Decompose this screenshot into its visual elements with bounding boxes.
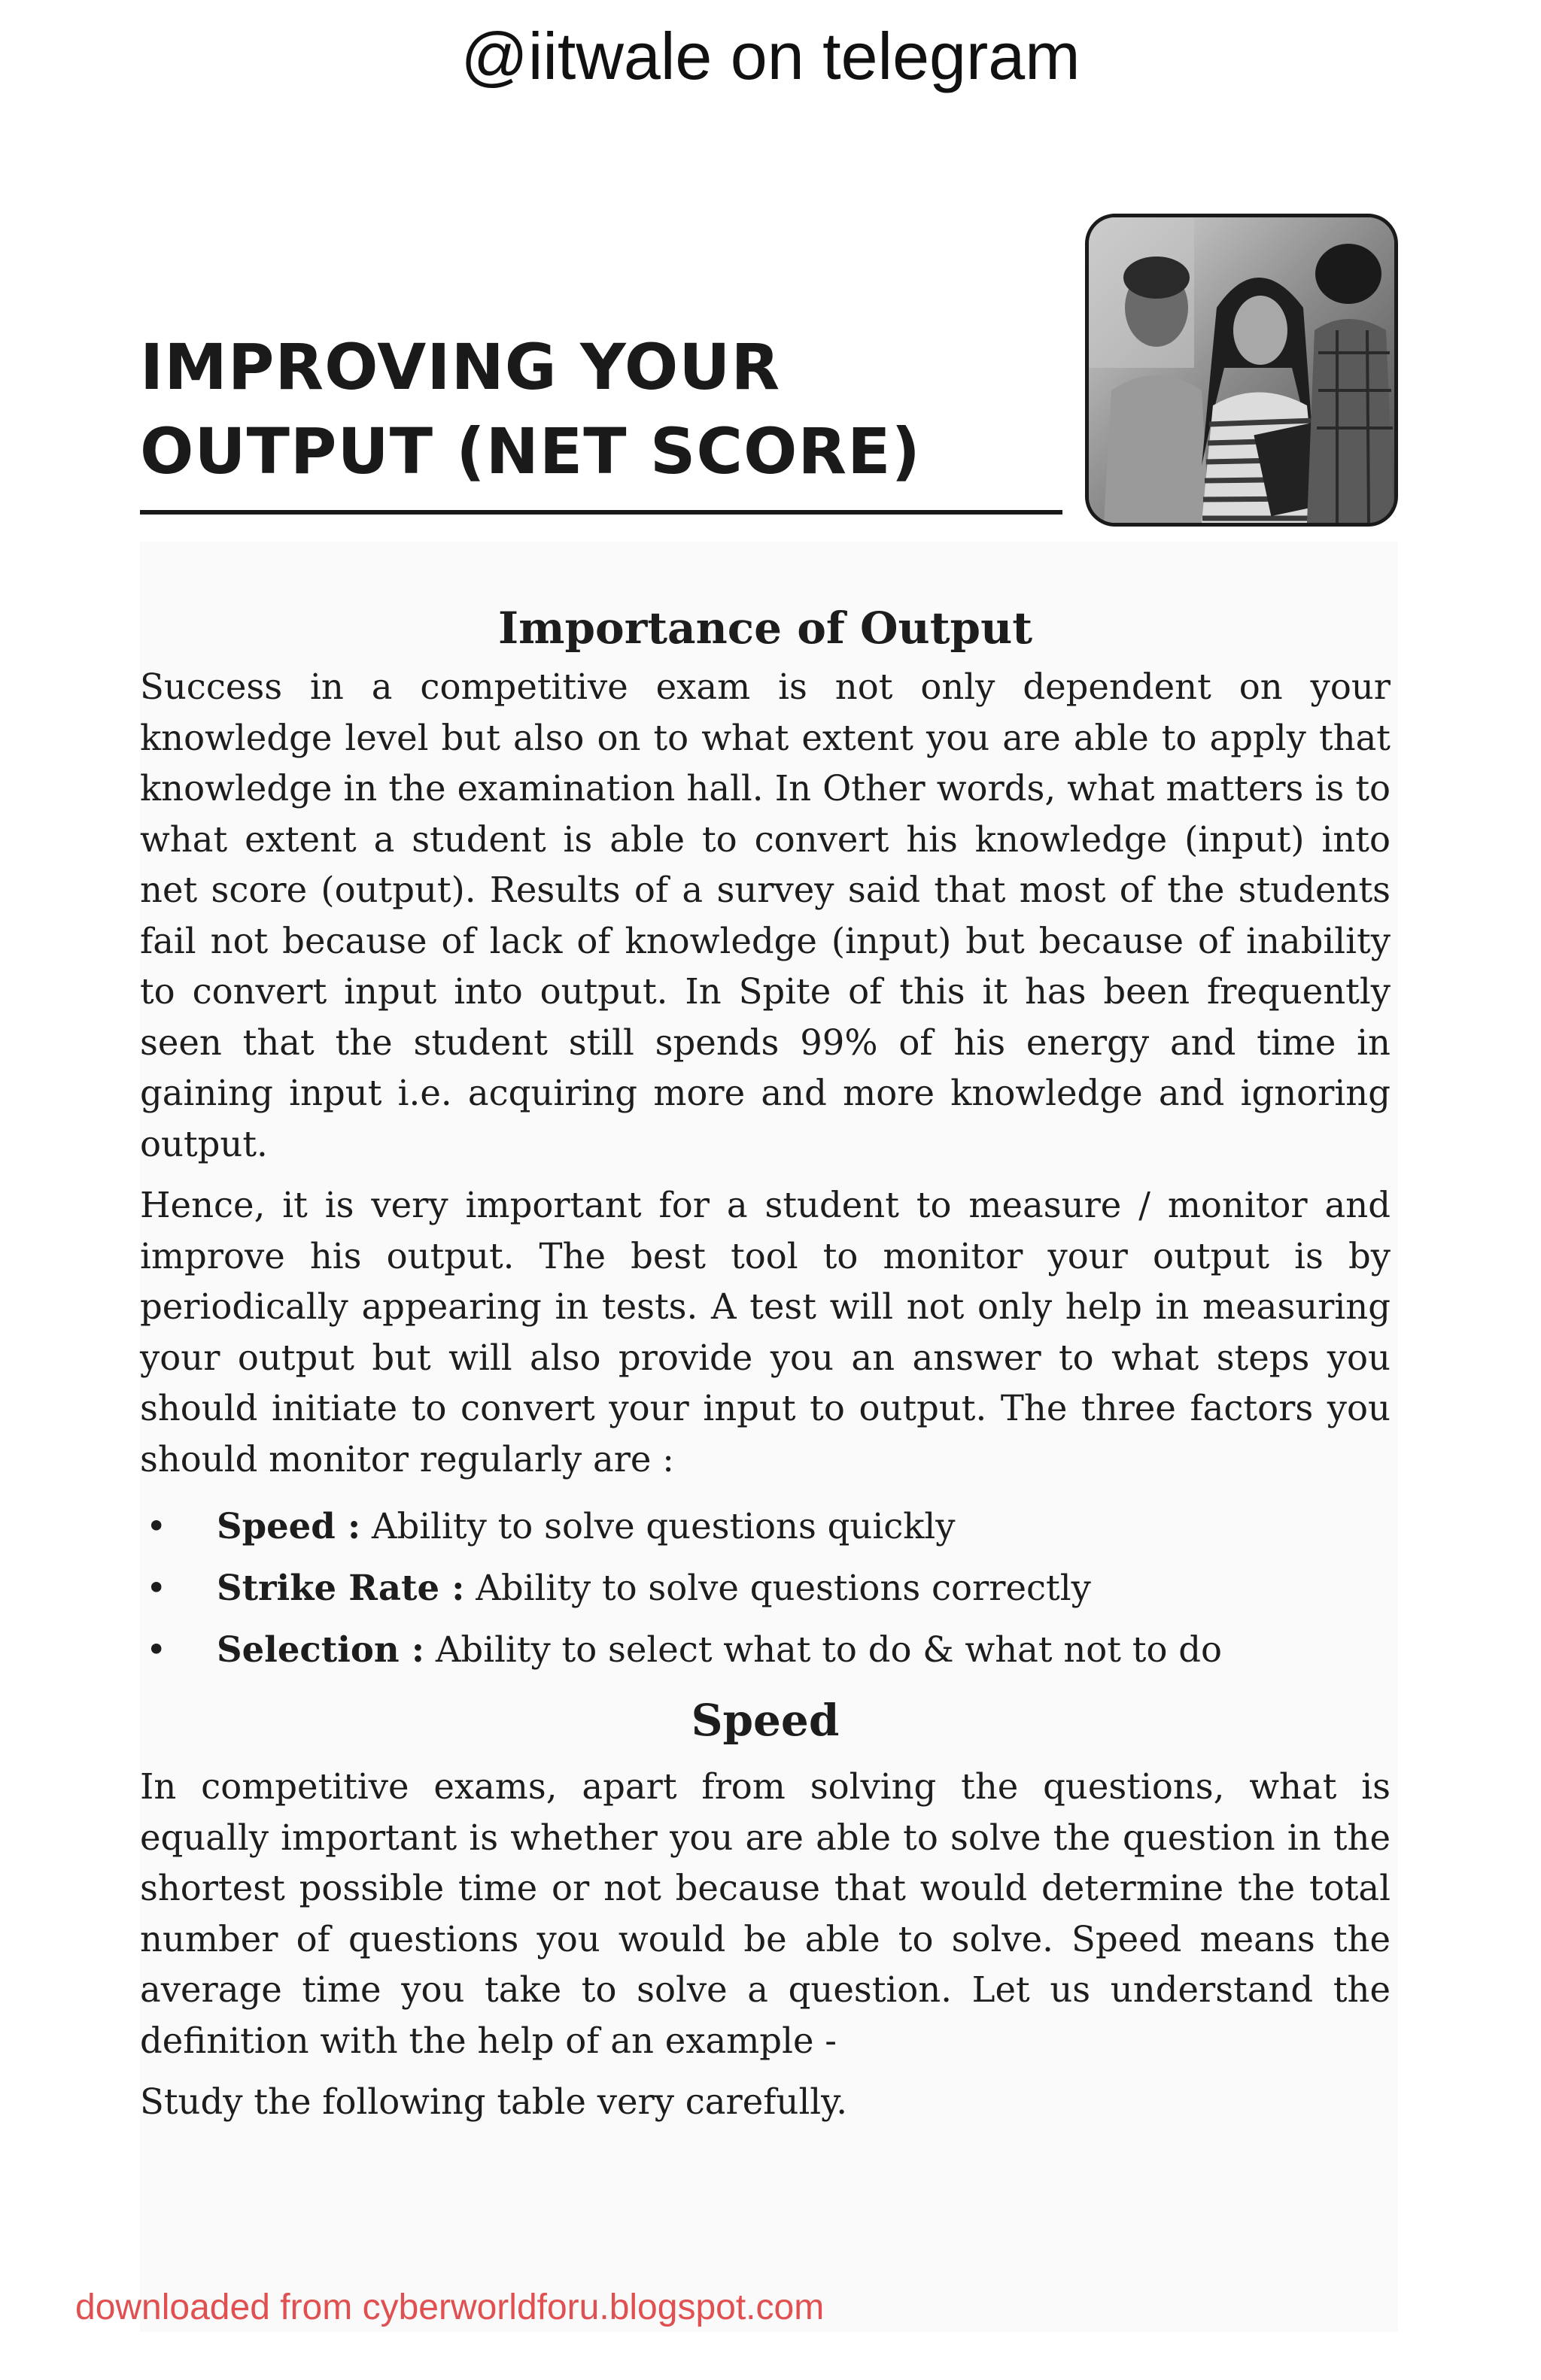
section-heading-importance-of-output: Importance of Output: [497, 603, 1033, 654]
bullet-icon: •: [146, 1629, 167, 1670]
paragraph: In competitive exams, apart from solving the questions, what is equally important is whether you are able to solve the question in the shortest possible time or not because that would determine the total number of questions you would be able to solve. Speed means the average time you take to solve a question. Let us understand the definition with the help of an example -: [140, 1766, 1391, 2061]
list-item-text: Ability to solve questions quickly: [360, 1506, 956, 1547]
paragraph: Hence, it is very important for a student to measure / monitor and improve his output. The best tool to monitor your output is by periodically appearing in tests. A test will not only help in measuring your output but will also provide you an answer to what steps you should initiate to convert your input to output. The three factors you should monitor regularly are :: [140, 1185, 1391, 1480]
chapter-title-line-2: OUTPUT (NET SCORE): [140, 414, 921, 488]
page-body: [140, 594, 1391, 2128]
bottom-watermark: downloaded from cyberworldforu.blogspot.com: [75, 2287, 825, 2327]
chapter-title: [140, 325, 1043, 493]
section-heading-speed: Speed: [691, 1695, 840, 1746]
list-item-term: Speed :: [217, 1505, 361, 1547]
students-photo-illustration: [1089, 217, 1394, 523]
list-item-text: Ability to select what to do & what not to do: [424, 1629, 1222, 1670]
list-item-term: Selection :: [217, 1629, 425, 1670]
list-item-term: Strike Rate :: [217, 1567, 465, 1608]
chapter-title-line-1: IMPROVING YOUR: [140, 330, 781, 404]
factors-list: [140, 1495, 1391, 1680]
title-underline: [140, 510, 1062, 515]
list-item: [140, 1495, 1391, 1557]
list-item: [140, 1619, 1391, 1680]
bullet-icon: •: [146, 1506, 167, 1547]
paragraph: Study the following table very carefully.: [140, 2081, 848, 2122]
bullet-icon: •: [146, 1568, 167, 1608]
students-photo: [1085, 214, 1398, 527]
list-item-text: Ability to solve questions correctly: [464, 1568, 1091, 1608]
list-item: [140, 1557, 1391, 1619]
paragraph: Success in a competitive exam is not only dependent on your knowledge level but also on to what extent you are able to apply that knowledge in the examination hall. In Other words, what matters is to what extent a student is able to convert his knowledge (input) into net score (output). Results of a survey said that most of the students fail not because of lack of knowledge (input) but because of inability to convert input into output. In Spite of this it has been frequently seen that the student still spends 99% of his energy and time in gaining input i.e. acquiring more and more knowledge and ignoring output.: [140, 666, 1391, 1164]
top-watermark: @iitwale on telegram: [460, 19, 1081, 93]
